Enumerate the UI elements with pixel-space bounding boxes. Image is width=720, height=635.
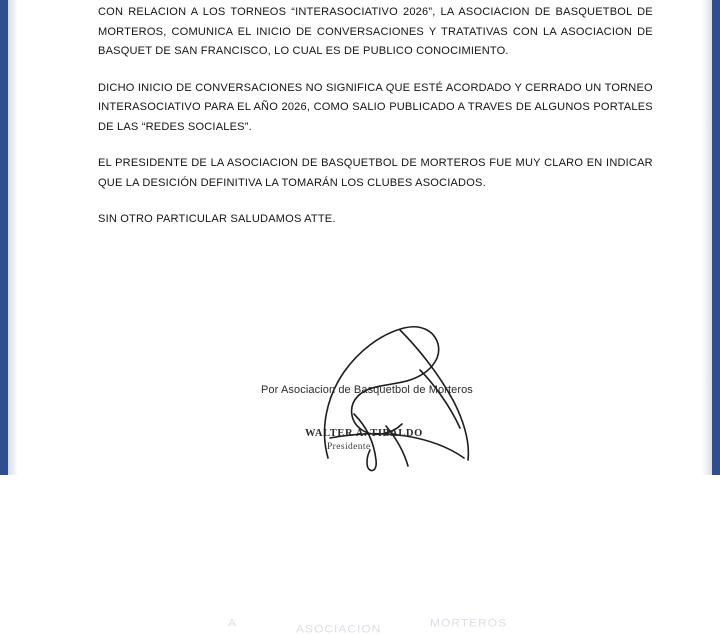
ghost-text-2: ASOCIACION [296,622,382,635]
paragraph-4: SIN OTRO PARTICULAR SALUDAMOS ATTE. [98,213,336,225]
ghost-text-1: A [228,616,238,630]
signatory-role: Presidente [327,442,371,452]
paragraph-2: DICHO INICIO DE CONVERSACIONES NO SIGNIFICA QUE ESTÉ ACORDADO Y CERRADO UN TORNEO INTERASOCIATIVO PARA EL AÑO 2026, COMO SALIO PUBLICADO A TRAVES DE ALGUNOS PORTALES DE LAS “REDES SOCIALES”. [98,81,653,133]
ghost-text-3: MORTEROS [430,616,508,630]
paragraph-1: CON RELACION A LOS TORNEOS “INTERASOCIATIVO 2026”, LA ASOCIACION DE BASQUETBOL DE MORTEROS, COMUNICA EL INICIO DE CONVERSACIONES Y TRATATIVAS CON LA ASOCIACION DE BASQUET DE SAN FRANCISCO, LO CUAL ES DE PUBLICO CONOCIMIENTO. [98,6,653,57]
signature-block [0,300,720,635]
signature-caption: Por Asociacion de Basquetbol de Morteros [261,384,473,396]
signatory-name: WALTER A. TIBALDO [305,428,423,439]
document-text-body [98,0,670,247]
paragraph-3: EL PRESIDENTE DE LA ASOCIACION DE BASQUETBOL DE MORTEROS FUE MUY CLARO EN INDICAR QUE LA DESICIÓN DEFINITIVA LA TOMARÁN LOS CLUBES ASOCIADOS. [98,157,653,189]
